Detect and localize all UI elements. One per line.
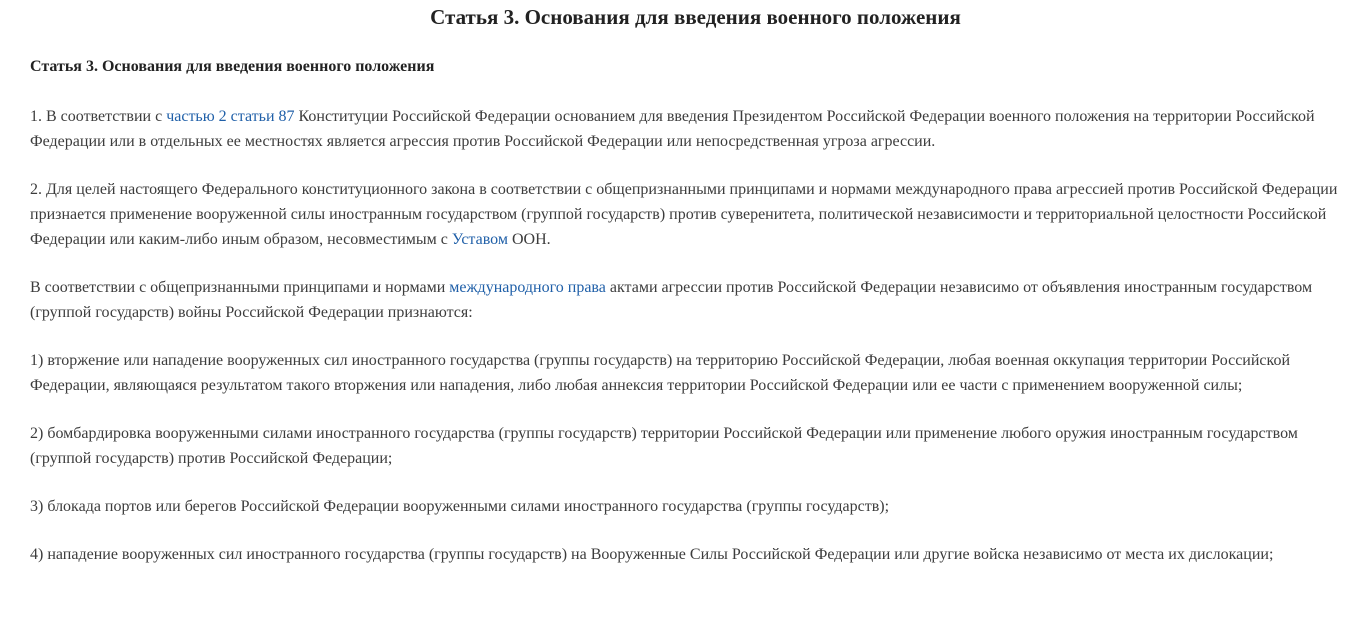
list-item: 2) бомбардировка вооруженными силами иностранного государства (группы государств) территории Российской Федерации или применение любого оружия иностранным государством (группой государств) против Российской Федерации; [30,425,1298,467]
paragraph-3 [30,275,1340,325]
paragraph-2 [30,177,1340,252]
paragraph-2-text-before: 2. Для целей настоящего Федерального конституционного закона в соответствии с общепризнанными принципами и нормами международного права агрессией против Российской Федерации признается применение вооруженной силы иностранным государством (группой государств) против суверенитета, политической независимости и территориальной целостности Российской Федерации или каким-либо иным образом, несовместимым с [30,181,1338,248]
paragraph-1-text-after: Конституции Российской Федерации основанием для введения Президентом Российской Федерации военного положения на территории Российской Федерации или в отдельных ее местностях является агрессия против Российской Федерации или непосредственная угроза агрессии. [30,108,1315,150]
page-title: Статья 3. Основания для введения военного положения [430,5,961,29]
un-charter-link[interactable]: Уставом [451,231,508,248]
paragraph-3-text-before: В соответствии с общепризнанными принципами и нормами [30,279,450,296]
constitution-article-87-link[interactable]: частью 2 статьи 87 [166,108,295,125]
paragraph-3-text-after: актами агрессии против Российской Федерации независимо от объявления иностранным государством (группой государств) войны Российской Федерации признаются: [30,279,1313,321]
list-item: 4) нападение вооруженных сил иностранного государства (группы государств) на Вооруженные Силы Российской Федерации или другие войска независимо от места их дислокации; [30,546,1274,563]
international-law-link[interactable]: международного права [449,279,606,296]
paragraph-1 [30,104,1340,154]
paragraph-1-text-before: 1. В соответствии с [30,108,167,125]
article-content [30,54,1340,590]
article-heading: Статья 3. Основания для введения военного положения [30,58,435,75]
list-item: 1) вторжение или нападение вооруженных сил иностранного государства (группы государств) на территорию Российской Федерации, любая военная оккупация территории Российской Федерации, являющаяся результатом такого вторжения или нападения, либо любая аннексия территории Российской Федерации или ее части с применением вооруженной силы; [30,352,1291,394]
list-item: 3) блокада портов или берегов Российской Федерации вооруженными силами иностранного государства (группы государств); [30,498,890,515]
paragraph-2-text-after: ООН. [507,231,551,248]
